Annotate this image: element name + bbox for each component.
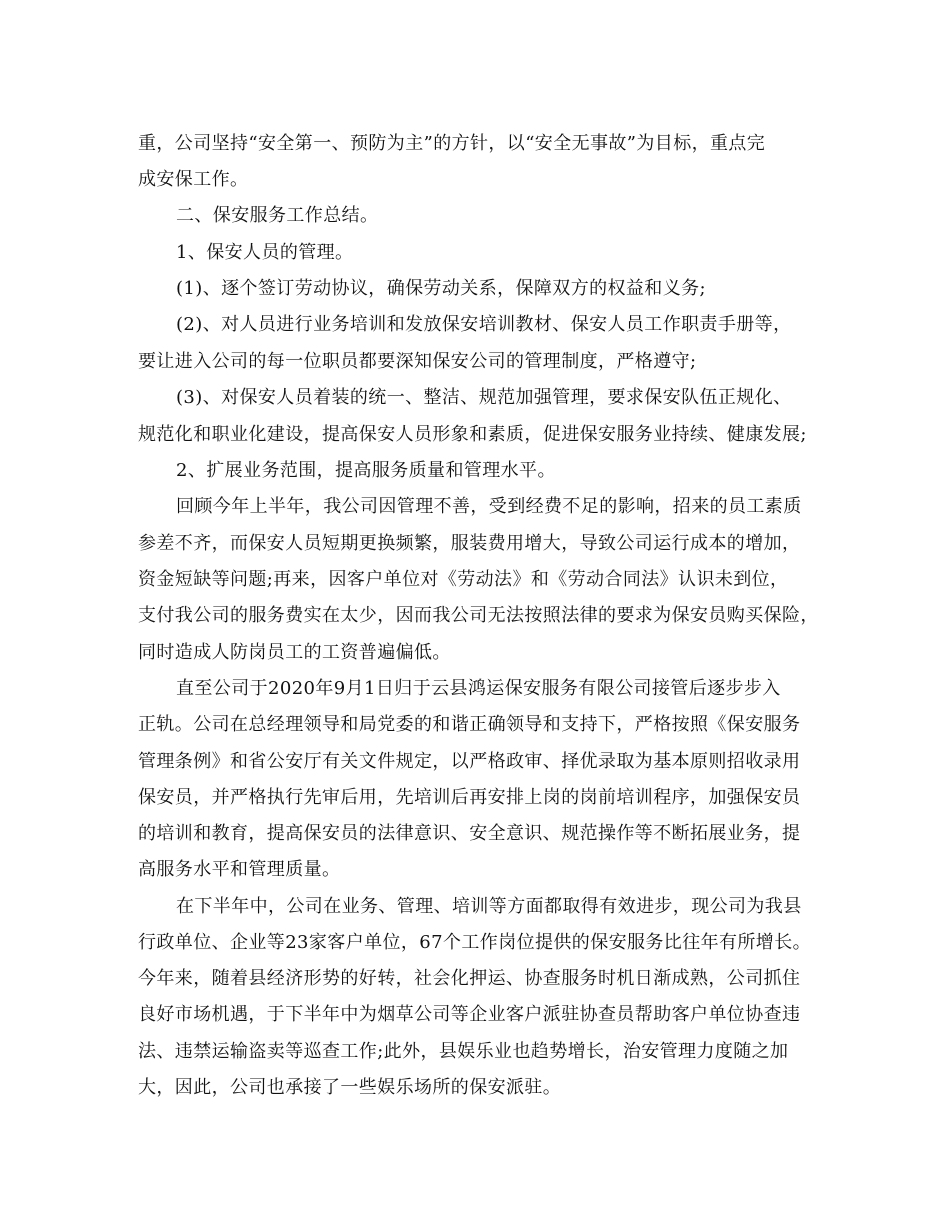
text-line-7: 要让进入公司的每一位职员都要深知保安公司的管理制度，严格遵守;	[138, 351, 697, 372]
text-line-8: (3)、对保安人员着装的统一、整洁、规范加强管理，要求保安队伍正规化、	[176, 387, 792, 408]
text-line-23: 行政单位、企业等23家客户单位，67个工作岗位提供的保安服务比往年有所增长。	[138, 932, 812, 953]
text-line-19: 保安员，并严格执行先审后用，先培训后再安排上岗的岗前培训程序，加强保安员	[138, 787, 801, 808]
text-line-14: 支付我公司的服务费实在太少，因而我公司无法按照法律的要求为保安员购买保险，	[138, 605, 819, 626]
text-line-17: 正轨。公司在总经理领导和局党委的和谐正确领导和支持下，严格按照《保安服务	[138, 714, 801, 735]
text-line-16: 直至公司于2020年9月1日归于云县鸿运保安服务有限公司接管后逐步步入	[176, 678, 781, 699]
text-line-9: 规范化和职业化建设，提高保安人员形象和素质，促进保安服务业持续、健康发展;	[138, 424, 807, 445]
text-line-15: 同时造成人防岗员工的工资普遍偏低。	[138, 642, 451, 663]
subsection-heading-2: 2、扩展业务范围，提高服务质量和管理水平。	[176, 460, 556, 481]
text-line-5: (1)、逐个签订劳动协议，确保劳动关系，保障双方的权益和义务;	[176, 278, 706, 299]
subsection-heading-1: 1、保安人员的管理。	[176, 242, 354, 263]
text-line-21: 高服务水平和管理质量。	[138, 859, 341, 880]
text-line-11: 回顾今年上半年，我公司因管理不善，受到经费不足的影响，招来的员工素质	[176, 496, 802, 517]
section-heading: 二、保安服务工作总结。	[176, 205, 379, 226]
text-line-20: 的培训和教育，提高保安员的法律意识、安全意识、规范操作等不断拓展业务，提	[138, 823, 801, 844]
text-line-24: 今年来，随着县经济形势的好转，社会化押运、协查服务时机日渐成熟，公司抓住	[138, 968, 801, 989]
text-line-1: 重，公司坚持“安全第一、预防为主”的方针，以“安全无事故”为目标，重点完	[138, 133, 766, 154]
text-line-18: 管理条例》和省公安厅有关文件规定，以严格政审、择优录取为基本原则招收录用	[138, 751, 801, 772]
text-line-12: 参差不齐，而保安人员短期更换频繁，服装费用增大，导致公司运行成本的增加，	[138, 533, 801, 554]
text-line-2: 成安保工作。	[138, 169, 249, 190]
text-line-6: (2)、对人员进行业务培训和发放保安培训教材、保安人员工作职责手册等，	[176, 314, 792, 335]
text-line-25: 良好市场机遇，于下半年中为烟草公司等企业客户派驻协查员帮助客户单位协查违	[138, 1004, 801, 1025]
text-line-27: 大，因此，公司也承接了一些娱乐场所的保安派驻。	[138, 1077, 562, 1098]
text-line-22: 在下半年中，公司在业务、管理、培训等方面都取得有效进步，现公司为我县	[176, 896, 802, 917]
text-line-26: 法、违禁运输盗卖等巡查工作;此外，县娱乐业也趋势增长，治安管理力度随之加	[138, 1041, 789, 1062]
text-line-13: 资金短缺等问题;再来，因客户单位对《劳动法》和《劳动合同法》认识未到位，	[138, 569, 789, 590]
